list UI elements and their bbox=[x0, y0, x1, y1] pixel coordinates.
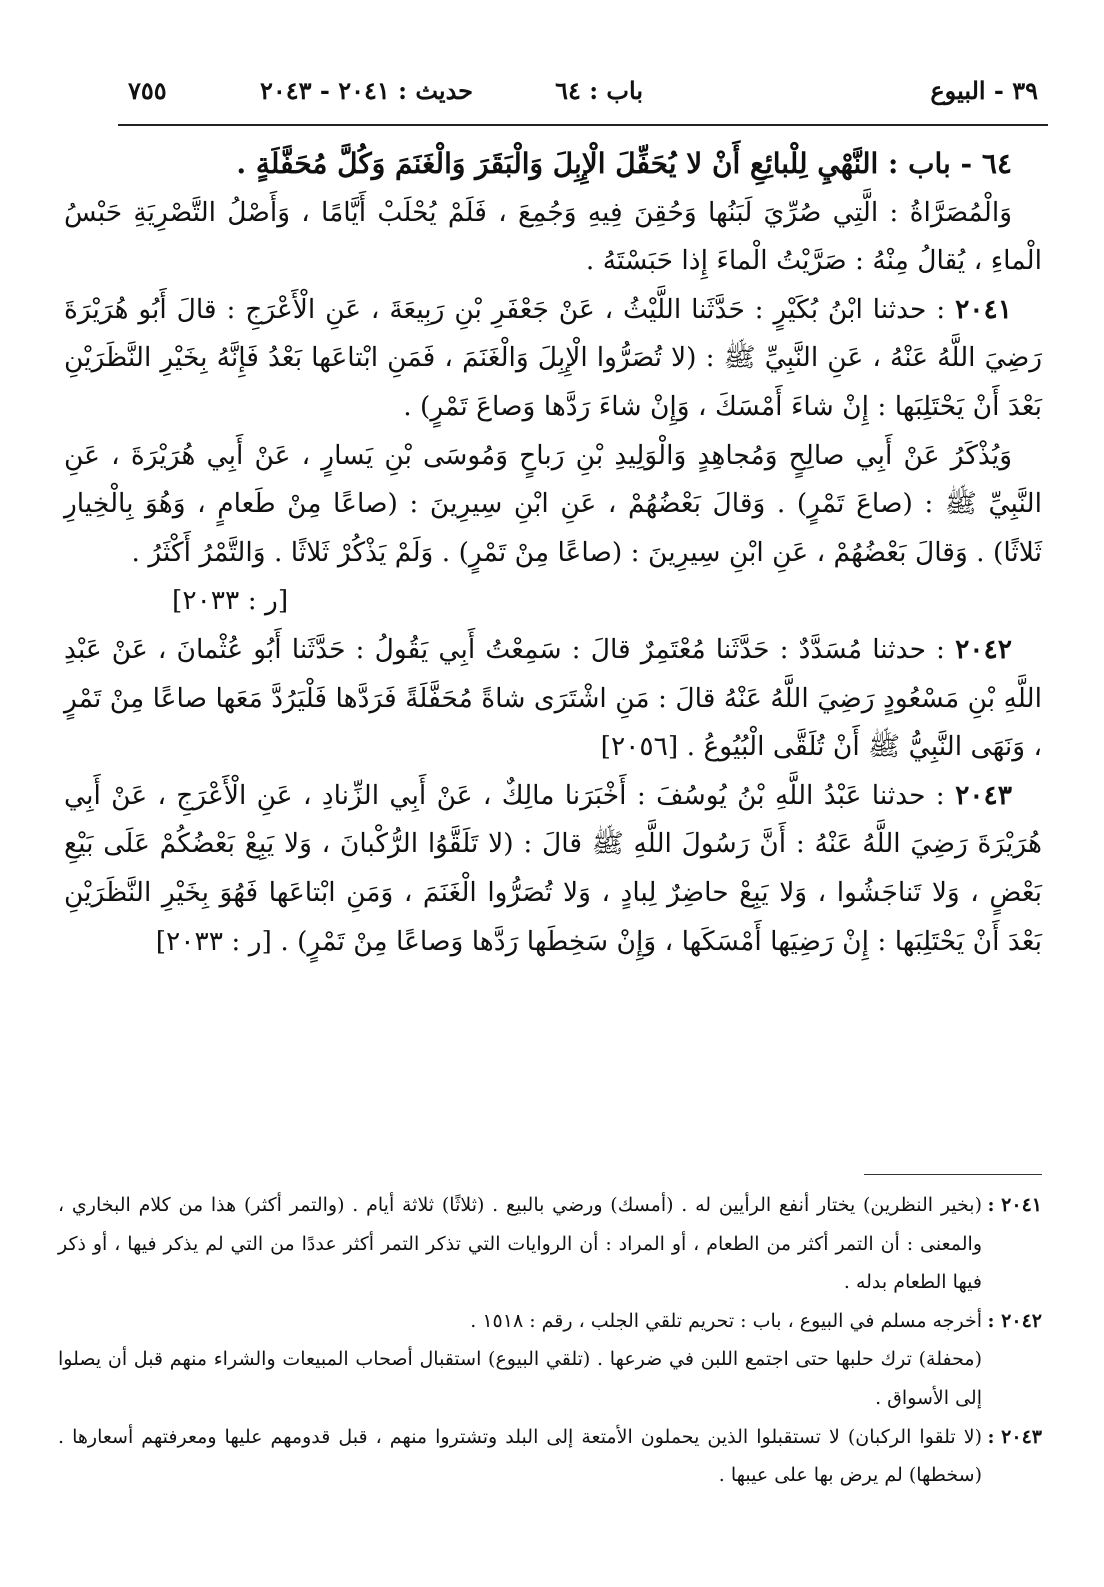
chapter-intro: وَالْمُصَرَّاةُ : الَّتِي صُرِّيَ لَبَنُها وَحُقِنَ فِيهِ وَجُمِعَ ، فَلَمْ يُحْلَبْ أَيَّامًا ، وَأَصْلُ التَّصْرِيَةِ حَبْسُ الْماءِ ، يُقالُ مِنْهُ : صَرَّيْتُ الْماءَ إِذا حَبَسْتَهُ . bbox=[64, 196, 1042, 277]
hadith-2041 bbox=[64, 286, 1042, 432]
header-chapter: باب : ٦٤ bbox=[555, 76, 643, 105]
footnote-number: ٢٠٤١ : bbox=[987, 1194, 1042, 1216]
hadith-text: : حدثنا مُسَدَّدٌ : حَدَّثَنا مُعْتَمِرٌ قالَ : سَمِعْتُ أَبِي يَقُولُ : حَدَّثَنا أَبُو عُثْمانَ ، عَنْ عَبْدِ اللَّهِ بْنِ مَسْعُودٍ رَضِيَ اللَّهُ عَنْهُ قالَ : مَنِ اشْتَرَى شاةً مُحَفَّلَةً فَرَدَّها فَلْيَرُدَّ مَعَها صاعًا مِنْ تَمْرٍ ، وَنَهَى النَّبِيُّ ﷺ أَنْ تُلَقَّى الْبُيُوعُ . [٢٠٥٦] bbox=[64, 633, 1042, 763]
footnote-number: ٢٠٤٢ : bbox=[987, 1309, 1042, 1332]
footnote-number: ٢٠٤٣ : bbox=[987, 1425, 1042, 1448]
hadith-text: : حدثنا عَبْدُ اللَّهِ بْنُ يُوسُفَ : أَخْبَرَنا مالِكٌ ، عَنْ أَبِي الزِّنادِ ، عَنِ الْأَعْرَجِ ، عَنْ أَبِي هُرَيْرَةَ رَضِيَ اللَّهُ عَنْهُ : أَنَّ رَسُولَ اللَّهِ ﷺ قالَ : (لا تَلَقَّوُا الرُّكْبانَ ، وَلا يَبِعْ بَعْضُكُمْ عَلَى بَيْعِ بَعْضٍ ، وَلا تَناجَشُوا ، وَلا يَبِعْ حاضِرٌ لِبادٍ ، وَلا تُصَرُّوا الْغَنَمَ ، وَمَنِ ابْتاعَها فَهُوَ بِخَيْرِ النَّظَرَيْنِ بَعْدَ أَنْ يَحْتَلِبَها : إِنْ رَضِيَها أَمْسَكَها ، وَإِنْ سَخِطَها رَدَّها وَصاعًا مِنْ تَمْرٍ) . [ر : ٢٠٣٣] bbox=[64, 779, 1042, 957]
page-number: ٧٥٥ bbox=[128, 76, 167, 105]
hadith-number: ٢٠٤٣ bbox=[955, 779, 1012, 811]
hadith-number: ٢٠٤١ bbox=[955, 293, 1012, 325]
hadith-2042 bbox=[64, 626, 1042, 772]
hadith-number: ٢٠٤٢ bbox=[955, 633, 1012, 665]
hadith-2041-continuation: وَيُذْكَرُ عَنْ أَبِي صالِحٍ وَمُجاهِدٍ وَالْوَلِيدِ بْنِ رَباحٍ وَمُوسَى بْنِ يَسارٍ ، عَنْ أَبِي هُرَيْرَةَ ، عَنِ النَّبِيِّ ﷺ : (صاعَ تَمْرٍ) . وَقالَ بَعْضُهُمْ ، عَنِ ابْنِ سِيرِينَ : (صاعًا مِنْ طَعامٍ ، وَهُوَ بِالْخِيارِ ثَلاثًا) . وَقالَ بَعْضُهُمْ ، عَنِ ابْنِ سِيرِينَ : (صاعًا مِنْ تَمْرٍ) . وَلَمْ يَذْكُرْ ثَلاثًا . وَالتَّمْرُ أَكْثَرُ . bbox=[64, 439, 1042, 568]
hadith-text: : حدثنا ابْنُ بُكَيْرٍ : حَدَّثَنا اللَّيْثُ ، عَنْ جَعْفَرِ بْنِ رَبِيعَةَ ، عَنِ الْأَعْرَجِ : قالَ أَبُو هُرَيْرَةَ رَضِيَ اللَّهُ عَنْهُ ، عَنِ النَّبِيِّ ﷺ : (لا تُصَرُّوا الْإِبِلَ وَالْغَنَمَ ، فَمَنِ ابْتاعَها بَعْدُ فَإِنَّهُ بِخَيْرِ النَّظَرَيْنِ بَعْدَ أَنْ يَحْتَلِبَها : إِنْ شاءَ أَمْسَكَ ، وَإِنْ شاءَ رَدَّها وَصاعَ تَمْرٍ) . bbox=[64, 293, 1042, 422]
header-hadith-range: حديث : ٢٠٤١ - ٢٠٤٣ bbox=[259, 76, 473, 105]
footnote-text: (لا تلقوا الركبان) لا تستقبلوا الذين يحملون الأمتعة إلى البلد وتشتروا منهم ، قبل قدومهم عليها ومعرفتهم أسعارها . (سخطها) لم يرض بها على عيبها . bbox=[58, 1425, 982, 1487]
footnote-2041 bbox=[58, 1186, 1042, 1302]
header-book-title: ٣٩ - البيوع bbox=[930, 76, 1038, 105]
footnote-2042 bbox=[58, 1302, 1042, 1418]
hadith-2043 bbox=[64, 772, 1042, 966]
footnote-text: (بخير النظرين) يختار أنفع الرأيين له . (أمسك) ورضي بالبيع . (ثلاثًا) ثلاثة أيام . (والتمر أكثر) هذا من كلام البخاري ، والمعنى : أن التمر أكثر من الطعام ، أو المراد : أن الروايات التي تذكر التمر أكثر عددًا من التي لم يذكر فيها ، أو ذكر فيها الطعام بدله . bbox=[58, 1194, 982, 1294]
footnotes bbox=[58, 1186, 1042, 1495]
running-header bbox=[118, 72, 1048, 112]
main-text bbox=[64, 140, 1042, 966]
footnote-2043 bbox=[58, 1418, 1042, 1495]
footnote-divider bbox=[864, 1174, 1042, 1175]
footnote-text: أخرجه مسلم في البيوع ، باب : تحريم تلقي الجلب ، رقم : ١٥١٨ . bbox=[470, 1309, 982, 1332]
footnote-text: (محفلة) ترك حلبها حتى اجتمع اللبن في ضرعها . (تلقي البيوع) استقبال أصحاب المبيعات والشراء منهم قبل أن يصلوا إلى الأسواق . bbox=[58, 1348, 982, 1409]
chapter-title: ٦٤ - باب : النَّهْيِ لِلْبائِعِ أَنْ لا يُحَفِّلَ الْإِبِلَ وَالْبَقَرَ وَالْغَنَمَ وَكُلَّ مُحَفَّلَةٍ . bbox=[236, 147, 1012, 180]
header-divider bbox=[118, 124, 1048, 126]
cross-reference: [ر : ٢٠٣٣] bbox=[172, 585, 289, 617]
